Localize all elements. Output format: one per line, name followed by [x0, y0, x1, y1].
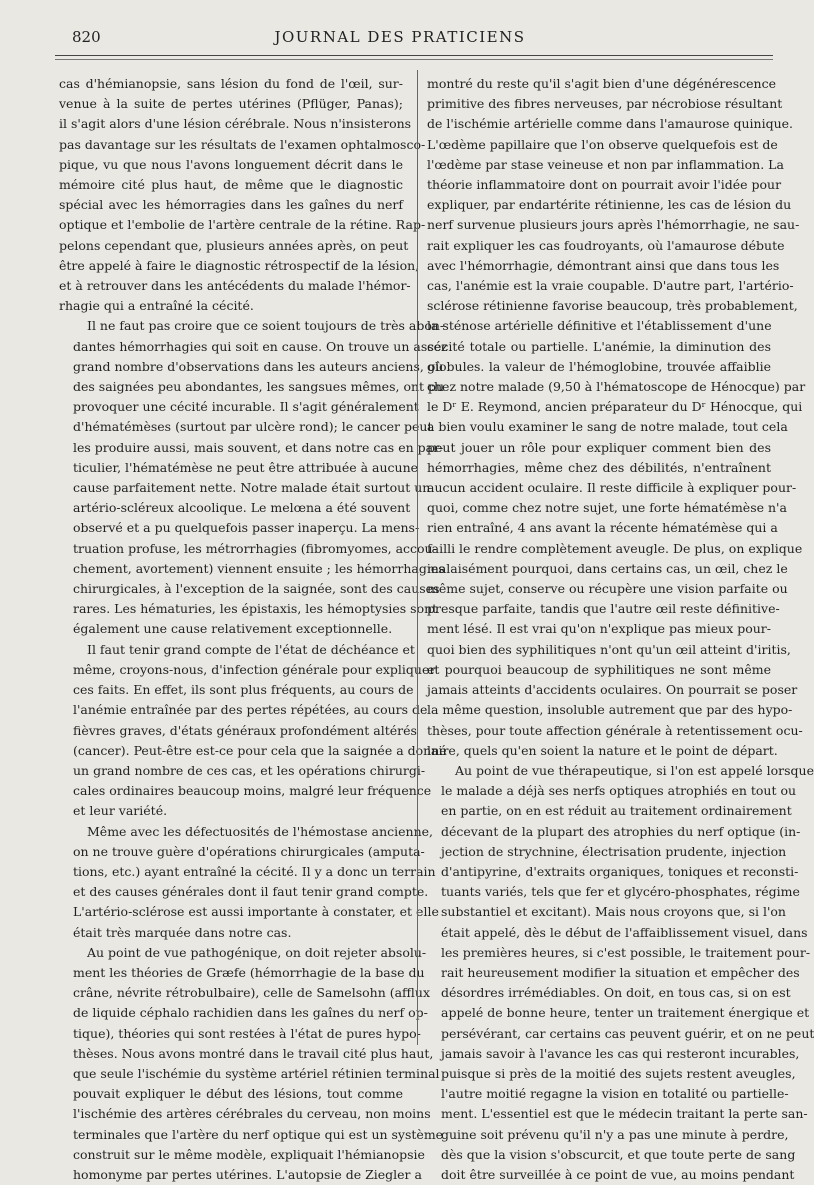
- text-line: L'œdème papillaire que l'on observe quelquefois est de: [427, 136, 778, 152]
- text-line: aucun accident oculaire. Il reste difficile à expliquer pour-: [427, 480, 797, 496]
- text-line: dantes hémorrhagies qui soit en cause. On trouve un assez: [73, 338, 448, 354]
- text-line: que seule l'ischémie du système artériel rétinien terminal: [73, 1065, 440, 1081]
- left-column: [59, 74, 448, 1185]
- text-line: expliquer, par endartérite rétinienne, les cas de lésion du: [427, 197, 792, 213]
- text-line: cas, l'anémie est la vraie coupable. D'autre part, l'artério-: [427, 278, 794, 294]
- text-line: pas davantage sur les résultats de l'examen ophtalmosco-: [59, 136, 426, 152]
- text-line: les produire aussi, mais souvent, et dans notre cas en par-: [73, 439, 444, 455]
- running-title: JOURNAL DES PRATICIENS: [274, 28, 526, 46]
- text-line: jamais atteints d'accidents oculaires. On pourrait se poser: [427, 682, 798, 698]
- text-line: ticulier, l'hématémèse ne peut être attribuée à aucune: [73, 459, 419, 475]
- text-line: montré du reste qu'il s'agit bien d'une dégénérescence: [427, 76, 776, 91]
- text-line: Il ne faut pas croire que ce soient toujours de très abon-: [87, 318, 445, 334]
- column-divider: [417, 70, 418, 1045]
- text-line: on ne trouve guère d'opérations chirurgicales (amputa-: [73, 843, 425, 859]
- text-line: venue à la suite de pertes utérines (Pflüger, Panas);: [59, 96, 403, 112]
- text-line: observé et a pu quelquefois passer inaperçu. La mens-: [73, 520, 420, 536]
- text-line: rait expliquer les cas foudroyants, où l'amaurose débute: [427, 237, 785, 253]
- text-line: il s'agit alors d'une lésion cérébrale. Nous n'insisterons: [59, 116, 412, 132]
- text-line: désordres irrémédiables. On doit, en tous cas, si on est: [441, 985, 791, 1001]
- right-column: [427, 74, 814, 1185]
- paragraph: [427, 761, 814, 1185]
- text-line: l'autre moitié regagne la vision en totalité ou partielle-: [441, 1086, 789, 1102]
- text-line: en partie, on en est réduit au traitement ordinairement: [441, 803, 792, 819]
- text-line: substantiel et excitant). Mais nous croyons que, si l'on: [441, 904, 786, 920]
- page-number: 820: [72, 28, 101, 46]
- text-line: malaisément pourquoi, dans certains cas, un œil, chez le: [427, 560, 788, 576]
- paragraph: [59, 74, 426, 316]
- paragraph: [59, 640, 447, 822]
- text-line: Même avec les défectuosités de l'hémostase ancienne,: [87, 823, 434, 839]
- text-line: sclérose rétinienne favorise beaucoup, très probablement,: [427, 298, 798, 314]
- text-line: spécial avec les hémorragies dans les gaînes du nerf: [59, 197, 403, 213]
- text-line: des saignées peu abondantes, les sangsues mêmes, ont pu: [73, 379, 445, 395]
- text-line: fièvres graves, d'états généraux profondément altérés: [73, 722, 417, 738]
- text-line: l'anémie entraînée par des pertes répétées, au cours de: [73, 702, 428, 718]
- text-line: le Dʳ E. Reymond, ancien préparateur du Dʳ Hénocque, qui: [427, 399, 803, 415]
- text-line: nerf survenue plusieurs jours après l'hémorrhagie, ne sau-: [427, 217, 800, 233]
- header-rule: [55, 55, 773, 56]
- paragraph: [427, 74, 806, 761]
- text-line: chez notre malade (9,50 à l'hématoscope de Hénocque) par: [427, 379, 806, 395]
- text-line: puisque si près de la moitié des sujets restent aveugles,: [441, 1065, 796, 1081]
- text-line: et pourquoi beaucoup de syphilitiques ne sont même: [427, 661, 771, 677]
- text-line: de liquide céphalo rachidien dans les gaînes du nerf op-: [73, 1005, 428, 1021]
- text-line: optique et l'embolie de l'artère centrale de la rétine. Rap-: [59, 217, 426, 233]
- text-line: décevant de la plupart des atrophies du nerf optique (in-: [441, 823, 801, 839]
- text-line: primitive des fibres nerveuses, par nécrobiose résultant: [427, 96, 783, 112]
- text-line: jamais savoir à l'avance les cas qui resteront incurables,: [441, 1045, 800, 1061]
- text-line: et à retrouver dans les antécédents du malade l'hémor-: [59, 278, 411, 294]
- text-line: Il faut tenir grand compte de l'état de déchéance et: [87, 641, 415, 657]
- text-line: l'ischémie des artères cérébrales du cerveau, non moins: [73, 1106, 431, 1122]
- text-line: pouvait expliquer le début des lésions, tout comme: [73, 1086, 403, 1102]
- paragraph: [59, 822, 439, 943]
- text-line: était très marquée dans notre cas.: [73, 924, 292, 940]
- text-line: thèses, pour toute affection générale à retentissement ocu-: [427, 722, 803, 738]
- text-line: d'hématémèses (surtout par ulcère rond); le cancer peut: [73, 419, 433, 435]
- text-line: homonyme par pertes utérines. L'autopsie de Ziegler a: [73, 1166, 422, 1182]
- text-line: construit sur le même modèle, expliquait l'hémianopsie: [73, 1146, 425, 1162]
- text-line: rien entraîné, 4 ans avant la récente hématémèse qui a: [427, 520, 778, 536]
- text-line: cause parfaitement nette. Notre malade était surtout un: [73, 480, 431, 496]
- text-line: rares. Les hématuries, les épistaxis, les hémoptysies sont: [73, 601, 438, 617]
- text-line: et des causes générales dont il faut tenir grand compte.: [73, 884, 429, 900]
- text-line: rhagie qui a entraîné la cécité.: [59, 298, 254, 314]
- text-line: jection de strychnine, électrisation prudente, injection: [441, 843, 787, 859]
- text-line: Au point de vue thérapeutique, si l'on est appelé lorsque: [455, 762, 814, 778]
- text-line: ces faits. En effet, ils sont plus fréquents, au cours de: [73, 682, 414, 698]
- text-line: même, croyons-nous, d'infection générale pour expliquer: [73, 661, 436, 677]
- text-line: même sujet, conserve ou récupère une vision parfaite ou: [427, 581, 788, 597]
- text-line: artério-scléreux alcoolique. Le melœna a été souvent: [73, 500, 411, 516]
- text-line: thèses. Nous avons montré dans le travail cité plus haut,: [73, 1045, 434, 1061]
- text-line: cécité totale ou partielle. L'anémie, la diminution des: [427, 338, 771, 354]
- text-line: chement, avortement) viennent ensuite ; les hémorrhagies: [73, 560, 445, 576]
- text-line: les premières heures, si c'est possible, le traitement pour-: [441, 944, 811, 960]
- text-line: le malade a déjà ses nerfs optiques atrophiés en tout ou: [441, 783, 797, 799]
- text-line: hémorrhagies, même chez des débilités, n'entraînent: [427, 459, 771, 475]
- text-line: la sténose artérielle définitive et l'établissement d'une: [427, 318, 772, 334]
- text-line: pique, vu que nous l'avons longuement décrit dans le: [59, 156, 403, 172]
- text-line: et leur variété.: [73, 803, 168, 819]
- text-line: appelé de bonne heure, tenter un traitement énergique et: [441, 1005, 810, 1021]
- text-line: crâne, névrite rétrobulbaire), celle de Samelsohn (afflux: [73, 985, 431, 1001]
- text-line: théorie inflammatoire dont on pourrait avoir l'idée pour: [427, 177, 782, 193]
- text-line: quoi, comme chez notre sujet, une forte hématémèse n'a: [427, 500, 787, 516]
- text-line: rait heureusement modifier la situation et empêcher des: [441, 964, 800, 980]
- text-line: un grand nombre de ces cas, et les opérations chirurgi-: [73, 762, 426, 778]
- text-line: grand nombre d'observations dans les auteurs anciens, où: [73, 358, 444, 374]
- text-line: Au point de vue pathogénique, on doit rejeter absolu-: [87, 944, 427, 960]
- text-line: était appelé, dès le début de l'affaiblissement visuel, dans: [441, 924, 808, 940]
- text-line: tions, etc.) ayant entraîné la cécité. Il y a donc un terrain: [73, 863, 436, 879]
- text-line: avec l'hémorrhagie, démontrant ainsi que dans tous les: [427, 257, 780, 273]
- page-header: [55, 26, 745, 50]
- text-line: la même question, insoluble autrement que par des hypo-: [427, 702, 793, 718]
- text-line: peut jouer un rôle pour expliquer comment bien des: [427, 439, 771, 455]
- text-line: être appelé à faire le diagnostic rétrospectif de la lésion,: [59, 257, 420, 273]
- text-line: de l'ischémie artérielle comme dans l'amaurose quinique.: [427, 116, 794, 132]
- text-line: truation profuse, les métrorrhagies (fibromyomes, accou-: [73, 540, 437, 556]
- text-line: tuants variés, tels que fer et glycéro-phosphates, régime: [441, 884, 800, 900]
- text-line: (cancer). Peut-être est-ce pour cela que la saignée a donné: [73, 742, 447, 758]
- text-line: quoi bien des syphilitiques n'ont qu'un œil atteint d'iritis,: [427, 641, 791, 657]
- header-rule-thin: [55, 59, 773, 60]
- text-line: persévérant, car certains cas peuvent guérir, et on ne peut: [441, 1025, 814, 1041]
- text-line: l'œdème par stase veineuse et non par inflammation. La: [427, 156, 784, 172]
- text-line: pelons cependant que, plusieurs années après, on peut: [59, 237, 409, 253]
- text-line: failli le rendre complètement aveugle. De plus, on explique: [427, 540, 803, 556]
- text-line: globules. la valeur de l'hémoglobine, trouvée affaiblie: [427, 358, 771, 374]
- text-line: mémoire cité plus haut, de même que le diagnostic: [59, 177, 403, 193]
- text-line: cas d'hémianopsie, sans lésion du fond de l'œil, sur-: [59, 76, 403, 91]
- text-line: terminales que l'artère du nerf optique qui est un système: [73, 1126, 444, 1142]
- text-line: tique), théories qui sont restées à l'état de pures hypo-: [73, 1025, 421, 1041]
- text-line: ment les théories de Græfe (hémorrhagie de la base du: [73, 964, 425, 980]
- text-line: presque parfaite, tandis que l'autre œil reste définitive-: [427, 601, 780, 617]
- text-line: chirurgicales, à l'exception de la saignée, sont des causes: [73, 581, 440, 597]
- text-line: laire, quels qu'en soient la nature et le point de départ.: [427, 742, 778, 758]
- text-line: guine soit prévenu qu'il n'y a pas une minute à perdre,: [441, 1126, 789, 1142]
- text-line: cales ordinaires beaucoup moins, malgré leur fréquence: [73, 783, 432, 799]
- text-line: ment lésé. Il est vrai qu'on n'explique pas mieux pour-: [427, 621, 771, 637]
- paragraph: [59, 943, 444, 1185]
- text-line: ment. L'essentiel est que le médecin traitant la perte san-: [441, 1106, 808, 1122]
- text-line: provoquer une cécité incurable. Il s'agit généralement: [73, 399, 419, 415]
- text-line: d'antipyrine, d'extraits organiques, toniques et reconsti-: [441, 863, 799, 879]
- text-line: également une cause relativement exceptionnelle.: [73, 621, 393, 637]
- text-line: dès que la vision s'obscurcit, et que toute perte de sang: [441, 1146, 796, 1162]
- text-line: a bien voulu examiner le sang de notre malade, tout cela: [427, 419, 788, 435]
- text-line: L'artério-sclérose est aussi importante à constater, et elle: [73, 904, 439, 920]
- paragraph: [59, 316, 448, 639]
- text-line: doit être surveillée à ce point de vue, au moins pendant: [441, 1166, 795, 1182]
